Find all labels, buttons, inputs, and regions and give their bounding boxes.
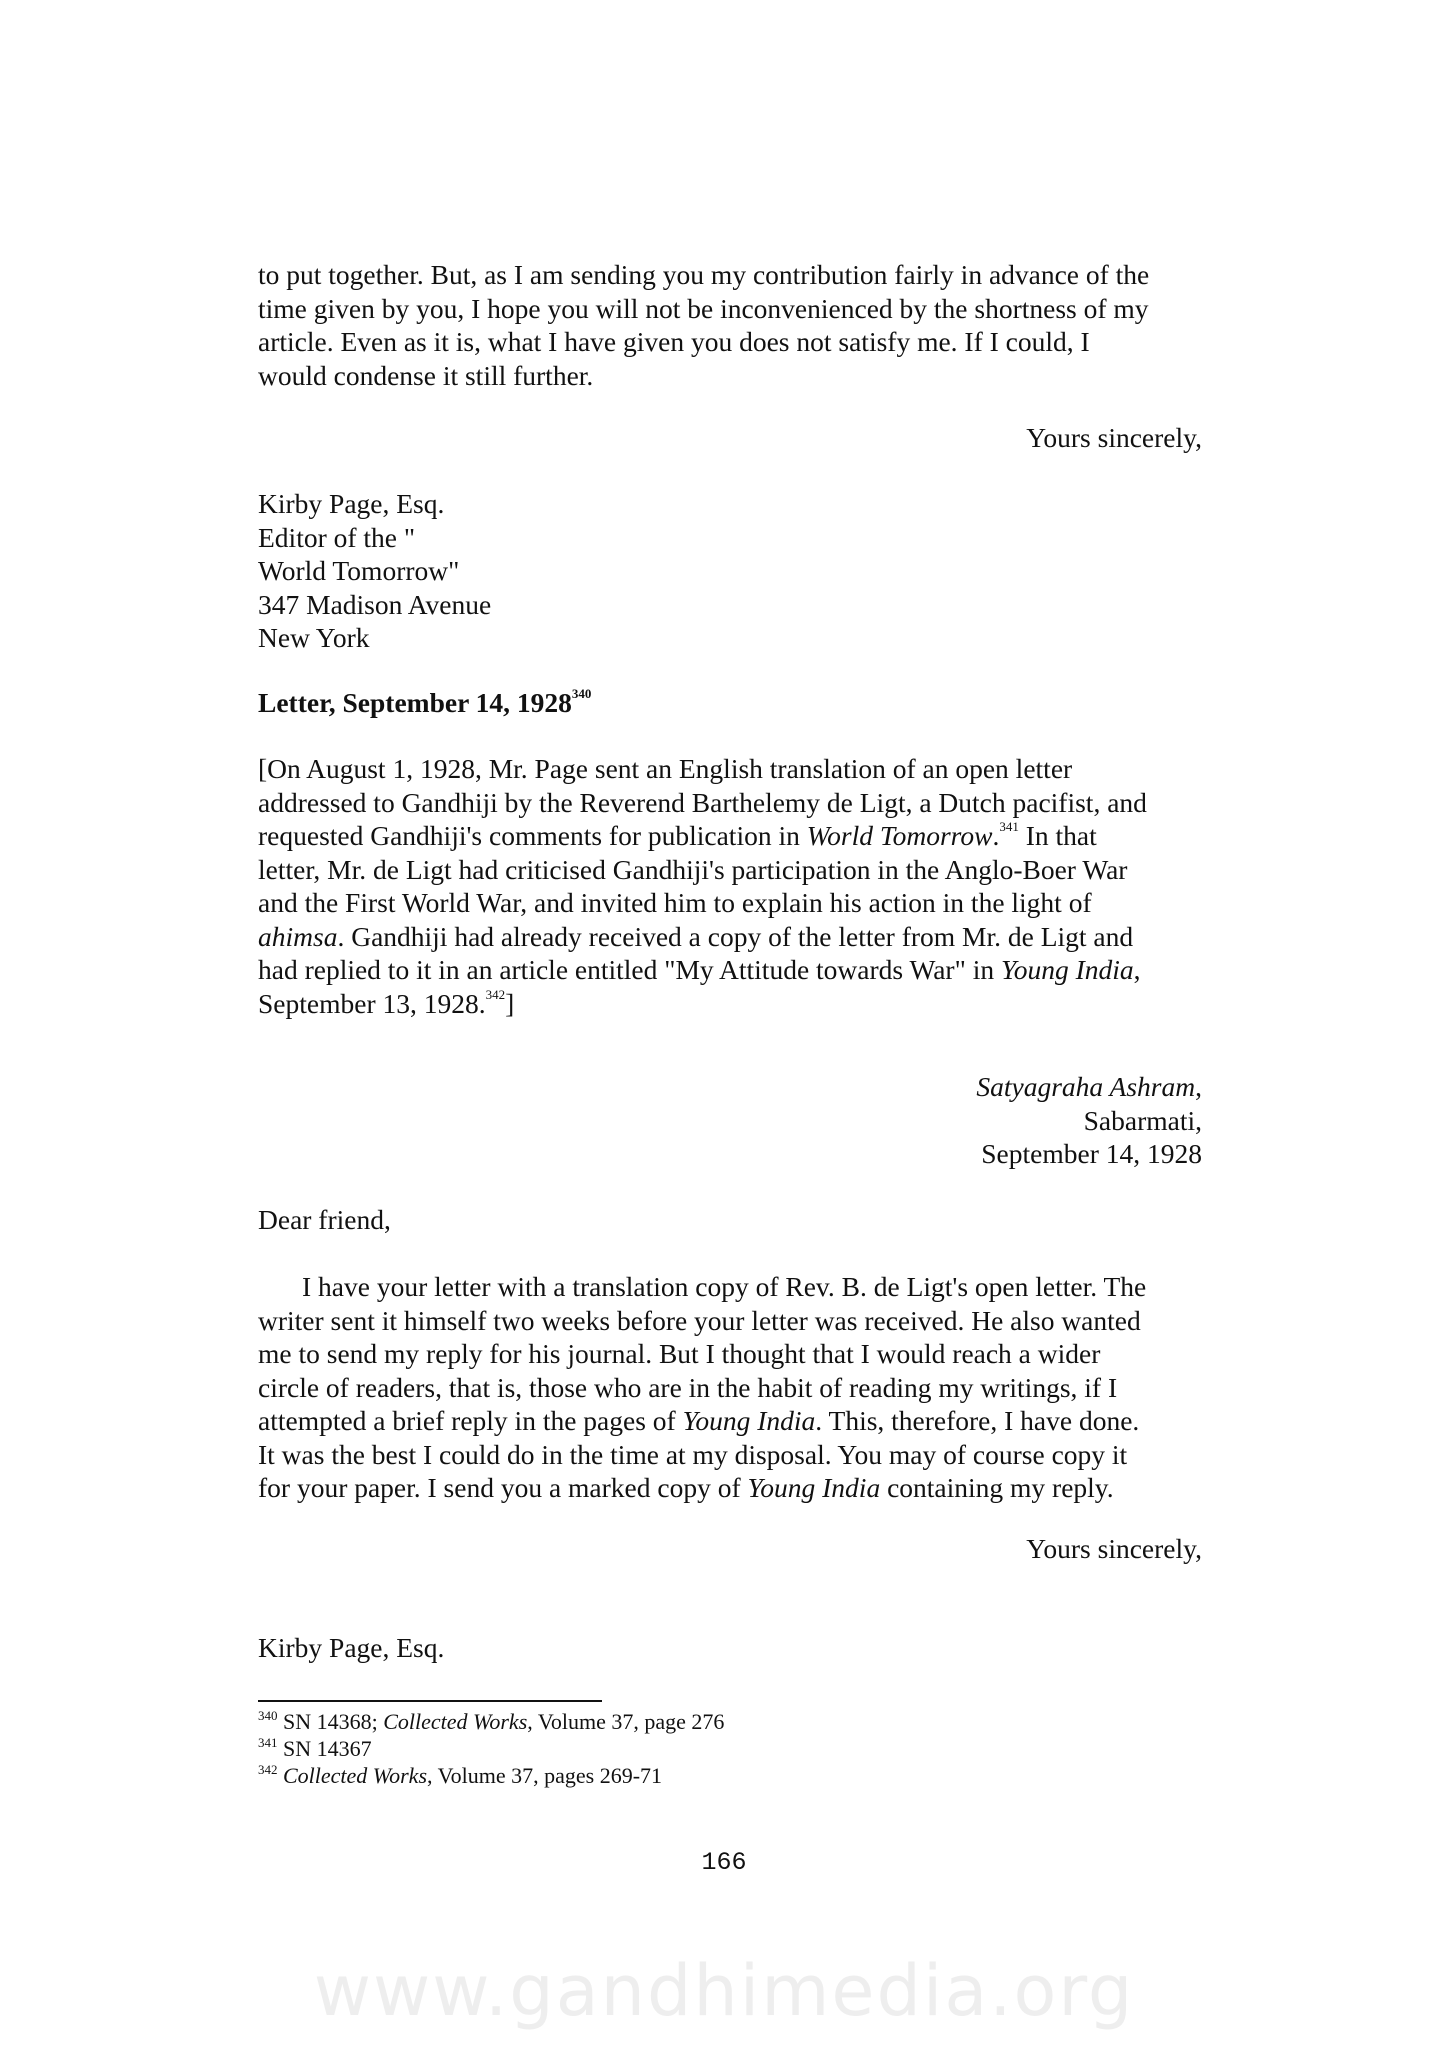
text-line bbox=[258, 920, 1202, 954]
watermark: www.gandhimedia.org bbox=[313, 1950, 1135, 2032]
text-line bbox=[258, 1404, 1202, 1438]
address-line: 347 Madison Avenue bbox=[258, 588, 492, 620]
salutation: Dear friend, bbox=[258, 1204, 391, 1235]
text-line: time given by you, I hope you will not be inconvenienced by the shortness of my bbox=[258, 292, 1149, 324]
footnote-ref: 341 bbox=[999, 819, 1019, 834]
recipient-address bbox=[258, 487, 491, 655]
footnote bbox=[258, 1762, 724, 1789]
ashram-line bbox=[976, 1070, 1202, 1104]
date-line: September 14, 1928 bbox=[981, 1138, 1202, 1169]
footnotes bbox=[258, 1708, 724, 1789]
editorial-note bbox=[258, 752, 1202, 1020]
text-line: circle of readers, that is, those who are in the habit of reading my writings, if I bbox=[258, 1371, 1118, 1403]
text-span: requested Gandhiji's comments for publication in bbox=[258, 820, 807, 851]
text-line bbox=[258, 819, 1202, 853]
footnote bbox=[258, 1708, 724, 1735]
addressee: Kirby Page, Esq. bbox=[258, 1632, 445, 1663]
publication-title: Collected Works bbox=[283, 1763, 427, 1788]
footnote-divider bbox=[258, 1700, 602, 1702]
address-line: Kirby Page, Esq. bbox=[258, 488, 445, 519]
text-line: addressed to Gandhiji by the Reverend Barthelemy de Ligt, a Dutch pacifist, and bbox=[258, 786, 1147, 818]
ashram-name: Satyagraha Ashram bbox=[976, 1071, 1196, 1102]
text-line: article. Even as it is, what I have given you does not satisfy me. If I could, I bbox=[258, 326, 1090, 357]
closing-salutation: Yours sincerely, bbox=[1026, 1533, 1202, 1564]
text-span: , bbox=[1195, 1071, 1202, 1102]
publication-title: Collected Works bbox=[383, 1709, 528, 1734]
footnote-ref: 342 bbox=[485, 986, 506, 1002]
text-span: , bbox=[1133, 954, 1141, 985]
text-line: letter, Mr. de Ligt had criticised Gandhiji's participation in the Anglo-Boer War bbox=[258, 853, 1128, 885]
italic-term: ahimsa bbox=[258, 920, 338, 952]
publication-title: World Tomorrow bbox=[806, 820, 993, 851]
page-number: 166 bbox=[701, 1848, 747, 1877]
letter-body bbox=[258, 1270, 1202, 1505]
text-span: . This, therefore, I have done. bbox=[815, 1405, 1140, 1436]
text-span: ] bbox=[505, 987, 515, 1019]
section-heading bbox=[258, 686, 591, 720]
closing-salutation: Yours sincerely, bbox=[1026, 422, 1202, 453]
text-span: SN 14368; bbox=[277, 1709, 384, 1734]
text-line: and the First World War, and invited him to explain his action in the light of bbox=[258, 887, 1092, 918]
text-span: , Volume 37, page 276 bbox=[527, 1709, 725, 1734]
text-span: SN 14367 bbox=[277, 1736, 372, 1761]
footnote bbox=[258, 1735, 724, 1762]
text-span: containing my reply. bbox=[880, 1472, 1114, 1503]
text-line: I have your letter with a translation copy of Rev. B. de Ligt's open letter. The bbox=[302, 1271, 1147, 1302]
publication-title: Young India bbox=[1000, 954, 1134, 985]
publication-title: Young India bbox=[747, 1472, 881, 1503]
text-line: to put together. But, as I am sending you my contribution fairly in advance of the bbox=[258, 259, 1150, 290]
publication-title: Young India bbox=[682, 1405, 816, 1436]
text-line: It was the best I could do in the time at my disposal. You may of course copy it bbox=[258, 1438, 1128, 1470]
text-span: . Gandhiji had already received a copy of the letter from Mr. de Ligt and bbox=[337, 920, 1134, 952]
place-date-block bbox=[976, 1070, 1202, 1171]
text-line bbox=[258, 953, 1202, 987]
text-line bbox=[258, 987, 1202, 1021]
text-line: me to send my reply for his journal. But I thought that I would reach a wider bbox=[258, 1338, 1101, 1369]
text-span: . bbox=[992, 820, 1000, 851]
text-span: had replied to it in an article entitled "My Attitude towards War" in bbox=[258, 954, 1001, 985]
footnote-number: 341 bbox=[258, 1735, 278, 1750]
opening-paragraph bbox=[258, 258, 1202, 392]
text-line bbox=[258, 1471, 1202, 1505]
place-line: Sabarmati, bbox=[1083, 1104, 1202, 1136]
text-span: , Volume 37, pages 269-71 bbox=[427, 1763, 663, 1788]
text-span: September 13, 1928. bbox=[258, 987, 486, 1019]
text-line: [On August 1, 1928, Mr. Page sent an English translation of an open letter bbox=[258, 753, 1073, 784]
heading-text: Letter, September 14, 1928 bbox=[258, 687, 572, 718]
text-span: for your paper. I send you a marked copy of bbox=[258, 1472, 748, 1503]
footnote-ref: 340 bbox=[571, 686, 592, 701]
address-line: New York bbox=[258, 622, 370, 653]
text-line: would condense it still further. bbox=[258, 359, 594, 391]
address-line: World Tomorrow" bbox=[258, 555, 460, 586]
footnote-number: 340 bbox=[258, 1708, 278, 1723]
address-line: Editor of the " bbox=[258, 521, 416, 553]
text-line: writer sent it himself two weeks before your letter was received. He also wanted bbox=[258, 1304, 1141, 1336]
footnote-number: 342 bbox=[258, 1762, 278, 1777]
text-span: attempted a brief reply in the pages of bbox=[258, 1405, 683, 1436]
text-span: In that bbox=[1018, 820, 1097, 851]
